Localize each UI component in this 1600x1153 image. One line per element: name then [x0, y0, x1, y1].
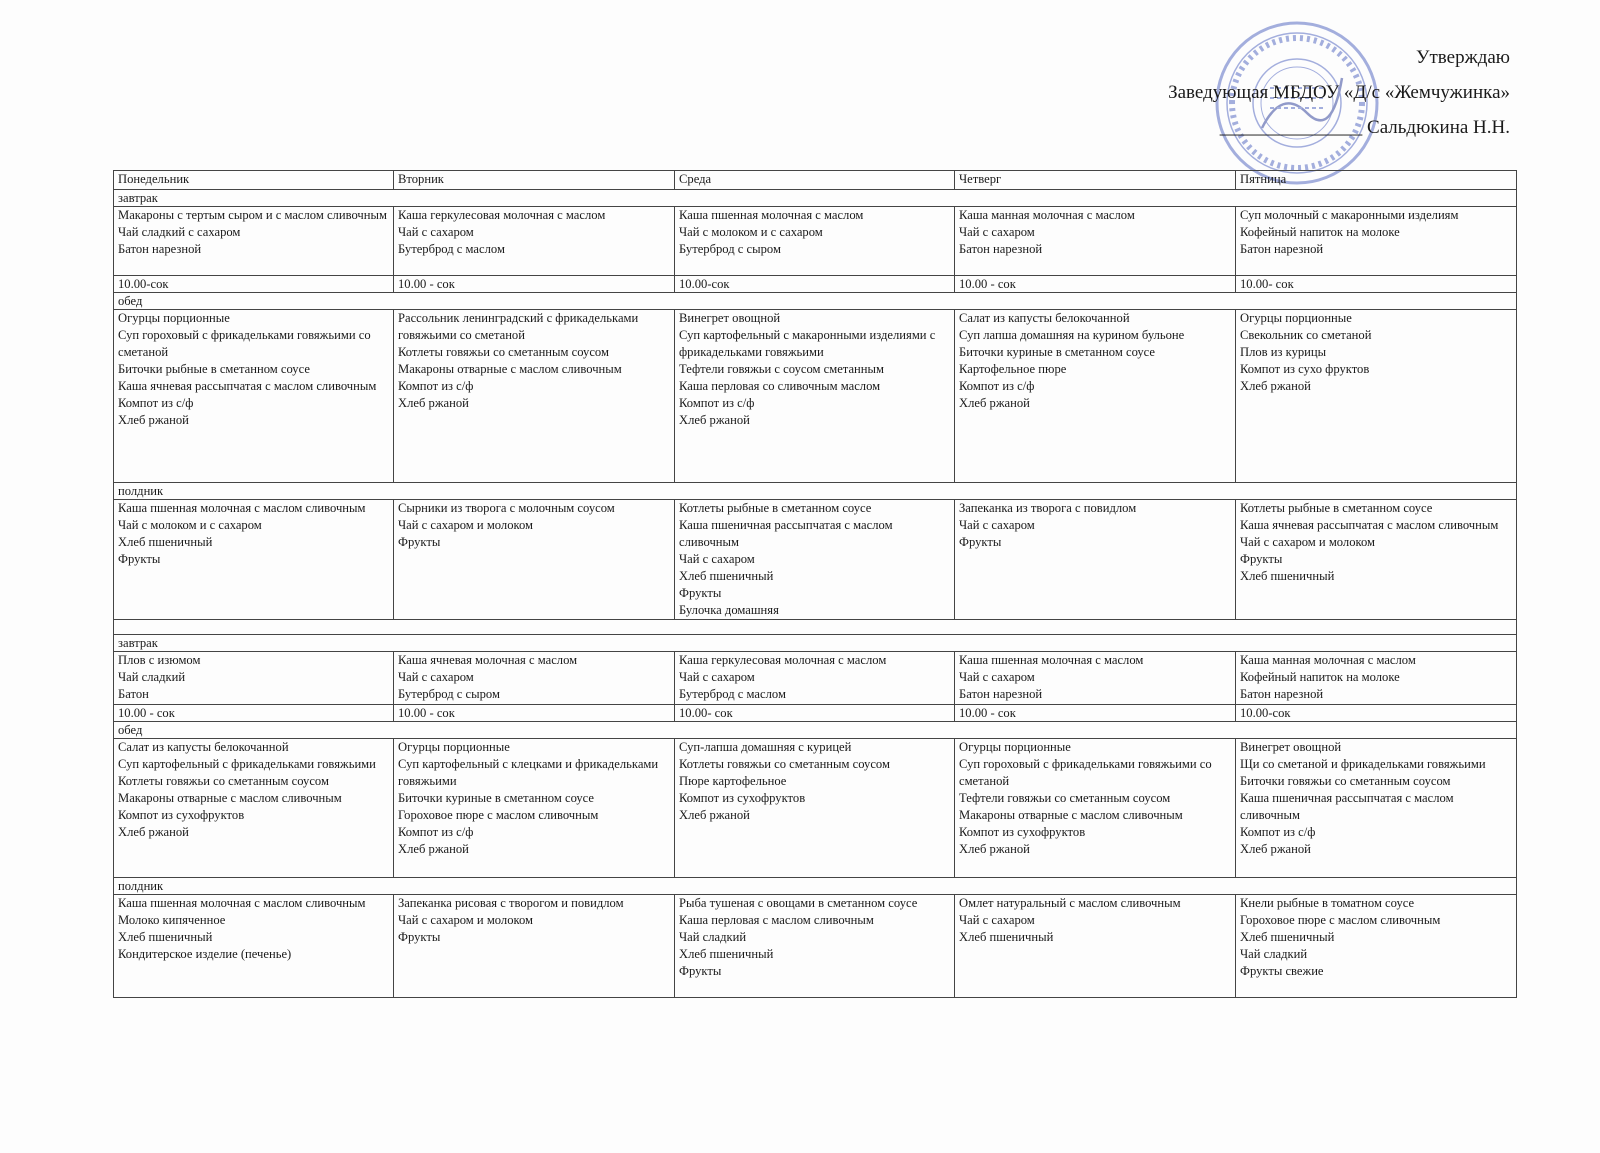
dish-item: Омлет натуральный с маслом сливочным — [959, 896, 1181, 910]
juice-cell: 10.00 - сок — [394, 276, 675, 293]
dish-item: Щи со сметаной и фрикадельками говяжьими — [1240, 757, 1486, 771]
dish-item: Чай с сахаром — [679, 670, 755, 684]
dish-item: Каша манная молочная с маслом — [959, 208, 1135, 222]
dish-item: Чай с молоком и с сахаром — [679, 225, 823, 239]
dish-item: Каша пшеничная рассыпчатая с маслом сливочным — [1240, 791, 1454, 822]
dish-item: Батон нарезной — [118, 242, 202, 256]
dish-item: Компот из сухофруктов — [959, 825, 1086, 839]
dish-cell — [394, 500, 675, 620]
dish-cell — [675, 652, 955, 705]
meal-label: полдник — [114, 483, 1517, 500]
dish-item: Винегрет овощной — [1240, 740, 1342, 754]
day-header: Среда — [675, 171, 955, 190]
dish-cell — [394, 895, 675, 998]
dish-item: Хлеб ржаной — [679, 808, 750, 822]
dish-item: Кофейный напиток на молоке — [1240, 225, 1400, 239]
juice-row — [114, 705, 1517, 722]
dish-item: Хлеб ржаной — [1240, 379, 1311, 393]
dish-item: Кофейный напиток на молоке — [1240, 670, 1400, 684]
meal-label: обед — [114, 722, 1517, 739]
dish-item: Хлеб пшеничный — [1240, 569, 1335, 583]
dish-cell — [675, 895, 955, 998]
meal-label: полдник — [114, 878, 1517, 895]
dish-item: Хлеб пшеничный — [118, 535, 213, 549]
days-header-row — [114, 171, 1517, 190]
dish-item: Биточки говяжьи со сметанным соусом — [1240, 774, 1451, 788]
dish-item: Батон нарезной — [959, 242, 1043, 256]
dish-item: Суп-лапша домашняя с курицей — [679, 740, 852, 754]
juice-cell: 10.00 - сок — [394, 705, 675, 722]
dish-item: Суп картофельный с макаронными изделиями с фрикадельками говяжьими — [679, 328, 936, 359]
approval-position: Заведующая МБДОУ «Д/с «Жемчужинка» — [1168, 82, 1510, 103]
dishes-row — [114, 895, 1517, 998]
dish-item: Запеканка рисовая с творогом и повидлом — [398, 896, 624, 910]
meal-header-row — [114, 635, 1517, 652]
dish-item: Макароны отварные с маслом сливочным — [959, 808, 1183, 822]
dish-item: Огурцы порционные — [1240, 311, 1352, 325]
dish-cell — [675, 500, 955, 620]
dishes-row — [114, 500, 1517, 620]
dish-item: Чай сладкий — [1240, 947, 1308, 961]
dish-item: Каша ячневая молочная с маслом — [398, 653, 578, 667]
dish-item: Хлеб пшеничный — [1240, 930, 1335, 944]
day-header: Четверг — [955, 171, 1236, 190]
dish-item: Хлеб ржаной — [118, 825, 189, 839]
dish-cell — [1236, 310, 1517, 483]
dish-item: Батон нарезной — [1240, 242, 1324, 256]
juice-cell: 10.00- сок — [675, 705, 955, 722]
dish-cell — [394, 310, 675, 483]
dish-item: Плов из курицы — [1240, 345, 1327, 359]
dish-item: Батон нарезной — [1240, 687, 1324, 701]
dish-item: Компот из с/ф — [118, 396, 194, 410]
dish-item: Молоко кипяченное — [118, 913, 226, 927]
dish-cell — [955, 739, 1236, 878]
approval-signature: _______________ Сальдюкина Н.Н. — [1219, 117, 1510, 138]
dish-cell — [955, 310, 1236, 483]
dish-item: Салат из капусты белокочанной — [118, 740, 289, 754]
dish-cell — [1236, 739, 1517, 878]
dish-cell — [955, 652, 1236, 705]
dish-item: Хлеб пшеничный — [679, 569, 774, 583]
meal-header-row — [114, 878, 1517, 895]
dish-item: Чай с сахаром — [959, 518, 1035, 532]
dish-item: Хлеб ржаной — [118, 413, 189, 427]
dish-cell — [675, 739, 955, 878]
dish-cell — [955, 207, 1236, 276]
dish-item: Чай с сахаром и молоком — [398, 518, 534, 532]
dish-item: Каша манная молочная с маслом — [1240, 653, 1416, 667]
dish-item: Салат из капусты белокочанной — [959, 311, 1130, 325]
dish-item: Гороховое пюре с маслом сливочным — [1240, 913, 1441, 927]
dish-item: Чай сладкий — [679, 930, 747, 944]
dish-item: Каша пшенная молочная с маслом сливочным — [118, 501, 366, 515]
dish-item: Компот из с/ф — [679, 396, 755, 410]
dish-item: Суп лапша домашняя на курином бульоне — [959, 328, 1185, 342]
dish-cell — [955, 895, 1236, 998]
dish-item: Фрукты — [1240, 552, 1283, 566]
dish-item: Суп картофельный с фрикадельками говяжьими — [118, 757, 376, 771]
dish-cell — [1236, 500, 1517, 620]
meal-header-row — [114, 293, 1517, 310]
meal-header-row — [114, 190, 1517, 207]
dish-item: Каша пшеничная рассыпчатая с маслом сливочным — [679, 518, 893, 549]
dish-item: Хлеб ржаной — [959, 842, 1030, 856]
dish-item: Чай с сахаром — [398, 670, 474, 684]
dishes-row — [114, 739, 1517, 878]
dish-item: Компот из с/ф — [959, 379, 1035, 393]
dish-item: Макароны с тертым сыром и с маслом сливочным — [118, 208, 387, 222]
dish-item: Хлеб ржаной — [679, 413, 750, 427]
dish-item: Хлеб ржаной — [1240, 842, 1311, 856]
dish-item: Котлеты говяжьи со сметанным соусом — [679, 757, 890, 771]
dish-item: Пюре картофельное — [679, 774, 787, 788]
dish-item: Рыба тушеная с овощами в сметанном соусе — [679, 896, 918, 910]
menu-table — [113, 170, 1517, 998]
dishes-row — [114, 652, 1517, 705]
dish-item: Каша ячневая рассыпчатая с маслом сливочным — [118, 379, 377, 393]
dish-item: Чай с сахаром — [679, 552, 755, 566]
dish-item: Свекольник со сметаной — [1240, 328, 1372, 342]
dish-item: Кондитерское изделие (печенье) — [118, 947, 292, 961]
dish-item: Бутерброд с сыром — [398, 687, 500, 701]
dish-item: Компот из сухофруктов — [679, 791, 806, 805]
dish-cell — [675, 207, 955, 276]
day-header: Понедельник — [114, 171, 394, 190]
dish-item: Чай с сахаром — [398, 225, 474, 239]
dish-item: Чай с сахаром — [959, 913, 1035, 927]
dish-item: Макароны отварные с маслом сливочным — [118, 791, 342, 805]
meal-label: завтрак — [114, 635, 1517, 652]
dish-item: Хлеб ржаной — [398, 842, 469, 856]
dish-cell — [114, 895, 394, 998]
dish-item: Батон — [118, 687, 149, 701]
dish-item: Компот из с/ф — [398, 825, 474, 839]
dish-item: Каша пшенная молочная с маслом сливочным — [118, 896, 366, 910]
meal-label: завтрак — [114, 190, 1517, 207]
dishes-row — [114, 310, 1517, 483]
spacer-cell — [114, 620, 1517, 635]
dish-item: Запеканка из творога с повидлом — [959, 501, 1137, 515]
dish-item: Суп картофельный с клецками и фрикадельками говяжьими — [398, 757, 659, 788]
dish-item: Каша перловая с маслом сливочным — [679, 913, 874, 927]
dish-item: Чай сладкий с сахаром — [118, 225, 241, 239]
dish-item: Котлеты рыбные в сметанном соусе — [1240, 501, 1433, 515]
dish-item: Хлеб пшеничный — [959, 930, 1054, 944]
dish-item: Фрукты свежие — [1240, 964, 1324, 978]
juice-cell: 10.00 - сок — [114, 705, 394, 722]
dish-cell — [1236, 207, 1517, 276]
dish-cell — [955, 500, 1236, 620]
dish-item: Чай с сахаром и молоком — [1240, 535, 1376, 549]
dish-item: Булочка домашняя — [679, 603, 779, 617]
dish-cell — [394, 652, 675, 705]
dish-item: Биточки куриные в сметанном соусе — [959, 345, 1156, 359]
dish-item: Каша геркулесовая молочная с маслом — [679, 653, 887, 667]
dish-item: Бутерброд с маслом — [679, 687, 786, 701]
dish-item: Хлеб ржаной — [959, 396, 1030, 410]
dish-item: Фрукты — [398, 535, 441, 549]
juice-cell: 10.00 - сок — [955, 276, 1236, 293]
dish-cell — [114, 652, 394, 705]
day-header: Вторник — [394, 171, 675, 190]
dish-cell — [114, 739, 394, 878]
dish-item: Каша пшенная молочная с маслом — [959, 653, 1144, 667]
dish-item: Чай с молоком и с сахаром — [118, 518, 262, 532]
approval-title: Утверждаю — [1416, 47, 1510, 68]
dish-item: Хлеб пшеничный — [118, 930, 213, 944]
dish-item: Батон нарезной — [959, 687, 1043, 701]
dish-item: Огурцы порционные — [959, 740, 1071, 754]
dish-item: Тефтели говяжьи с соусом сметанным — [679, 362, 884, 376]
dish-item: Каша геркулесовая молочная с маслом — [398, 208, 606, 222]
dish-item: Бутерброд с маслом — [398, 242, 505, 256]
dish-item: Фрукты — [118, 552, 161, 566]
dish-cell — [114, 500, 394, 620]
dish-item: Хлеб пшеничный — [679, 947, 774, 961]
dish-item: Суп гороховый с фрикадельками говяжьими со сметаной — [118, 328, 371, 359]
dish-item: Котлеты рыбные в сметанном соусе — [679, 501, 872, 515]
dish-item: Макароны отварные с маслом сливочным — [398, 362, 622, 376]
dish-item: Компот из с/ф — [398, 379, 474, 393]
dish-item: Котлеты говяжьи со сметанным соусом — [398, 345, 609, 359]
spacer-row — [114, 620, 1517, 635]
dish-item: Фрукты — [959, 535, 1002, 549]
day-header: Пятница — [1236, 171, 1517, 190]
dish-cell — [114, 207, 394, 276]
dish-item: Винегрет овощной — [679, 311, 781, 325]
dish-cell — [114, 310, 394, 483]
juice-cell: 10.00-сок — [1236, 705, 1517, 722]
juice-cell: 10.00- сок — [1236, 276, 1517, 293]
dish-item: Картофельное пюре — [959, 362, 1067, 376]
dish-item: Компот из с/ф — [1240, 825, 1316, 839]
juice-cell: 10.00-сок — [114, 276, 394, 293]
dish-item: Компот из сухо фруктов — [1240, 362, 1370, 376]
dish-item: Фрукты — [398, 930, 441, 944]
dish-item: Фрукты — [679, 964, 722, 978]
dish-item: Каша ячневая рассыпчатая с маслом сливочным — [1240, 518, 1499, 532]
juice-row — [114, 276, 1517, 293]
dish-cell — [394, 207, 675, 276]
dish-item: Сырники из творога с молочным соусом — [398, 501, 615, 515]
dish-item: Биточки куриные в сметанном соусе — [398, 791, 595, 805]
dish-cell — [1236, 652, 1517, 705]
dish-item: Кнели рыбные в томатном соусе — [1240, 896, 1415, 910]
juice-cell: 10.00 - сок — [955, 705, 1236, 722]
dish-item: Хлеб ржаной — [398, 396, 469, 410]
dishes-row — [114, 207, 1517, 276]
menu-body — [114, 190, 1517, 998]
dish-cell — [1236, 895, 1517, 998]
dish-cell — [394, 739, 675, 878]
dish-item: Компот из сухофруктов — [118, 808, 245, 822]
dish-item: Гороховое пюре с маслом сливочным — [398, 808, 599, 822]
dish-item: Чай с сахаром — [959, 670, 1035, 684]
dish-item: Огурцы порционные — [398, 740, 510, 754]
dish-item: Фрукты — [679, 586, 722, 600]
dish-item: Каша пшенная молочная с маслом — [679, 208, 864, 222]
dish-item: Огурцы порционные — [118, 311, 230, 325]
dish-item: Суп гороховый с фрикадельками говяжьими со сметаной — [959, 757, 1212, 788]
juice-cell: 10.00-сок — [675, 276, 955, 293]
dish-item: Чай с сахаром и молоком — [398, 913, 534, 927]
meal-header-row — [114, 483, 1517, 500]
dish-item: Плов с изюмом — [118, 653, 201, 667]
meal-header-row — [114, 722, 1517, 739]
dish-item: Бутерброд с сыром — [679, 242, 781, 256]
approval-block — [1168, 40, 1510, 145]
dish-item: Чай сладкий — [118, 670, 186, 684]
meal-label: обед — [114, 293, 1517, 310]
dish-item: Чай с сахаром — [959, 225, 1035, 239]
dish-item: Тефтели говяжьи со сметанным соусом — [959, 791, 1171, 805]
dish-item: Суп молочный с макаронными изделиям — [1240, 208, 1459, 222]
dish-item: Биточки рыбные в сметанном соусе — [118, 362, 310, 376]
dish-item: Каша перловая со сливочным маслом — [679, 379, 881, 393]
dish-item: Котлеты говяжьи со сметанным соусом — [118, 774, 329, 788]
dish-item: Рассольник ленинградский с фрикадельками говяжьими со сметаной — [398, 311, 639, 342]
dish-cell — [675, 310, 955, 483]
